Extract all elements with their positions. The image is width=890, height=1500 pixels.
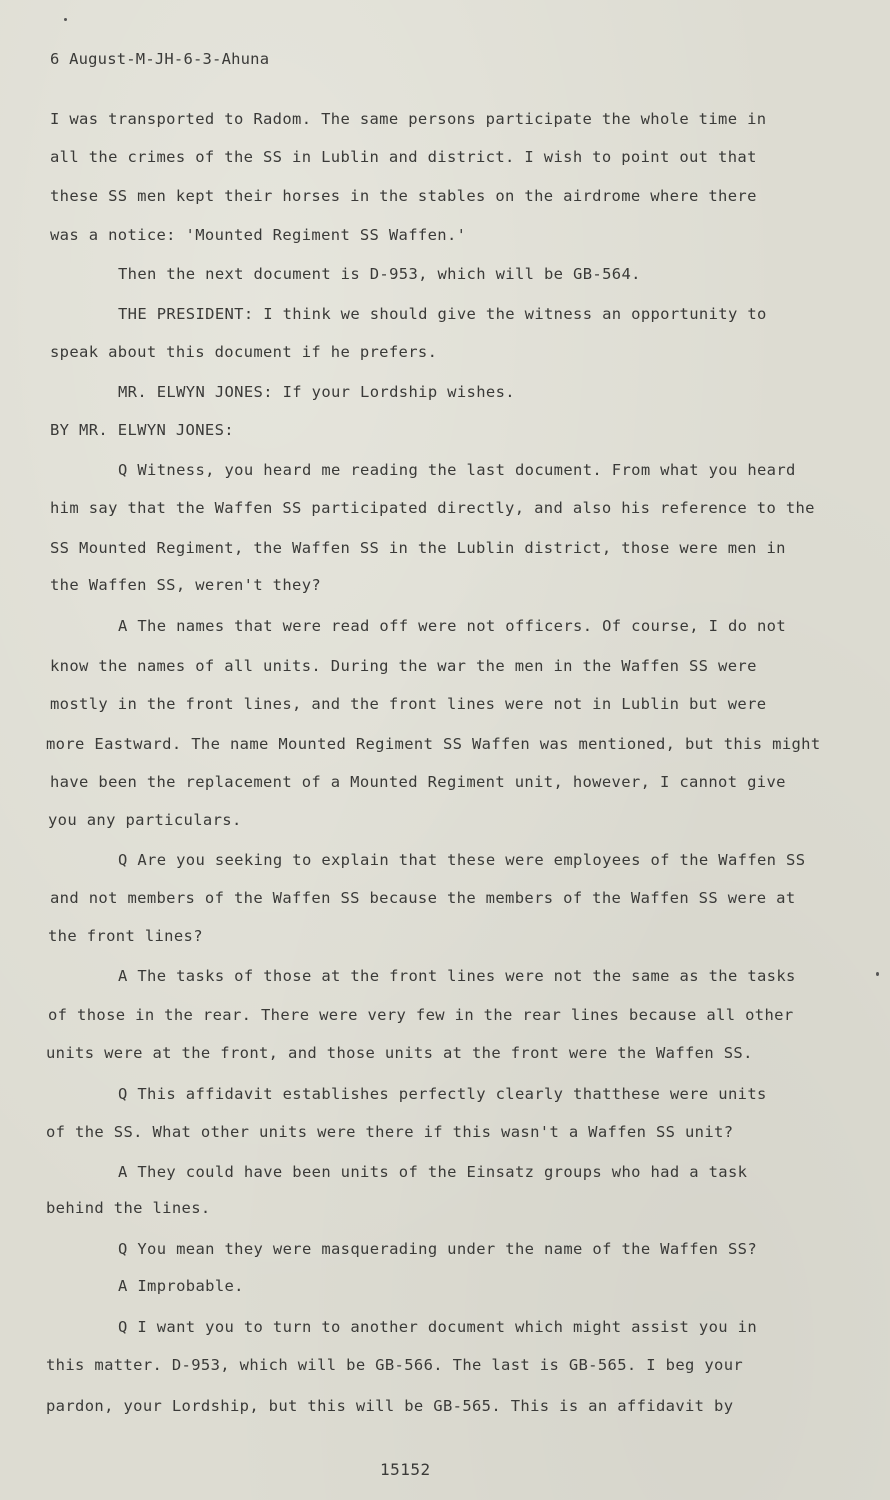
text-line: Q Witness, you heard me reading the last document. From what you heard: [118, 461, 796, 479]
text-line: speak about this document if he prefers.: [50, 343, 438, 361]
text-line: him say that the Waffen SS participated directly, and also his reference to the: [50, 499, 815, 517]
text-line: know the names of all units. During the war the men in the Waffen SS were: [50, 657, 757, 675]
page-number: 15152: [380, 1460, 431, 1479]
ink-speck: [876, 972, 879, 976]
text-line: all the crimes of the SS in Lublin and district. I wish to point out that: [50, 148, 757, 166]
text-line: THE PRESIDENT: I think we should give the witness an opportunity to: [118, 305, 767, 323]
text-line: A They could have been units of the Einsatz groups who had a task: [118, 1163, 748, 1181]
page-header: 6 August-M-JH-6-3-Ahuna: [50, 50, 270, 68]
text-line: units were at the front, and those units at the front were the Waffen SS.: [46, 1044, 753, 1062]
text-line: this matter. D-953, which will be GB-566. The last is GB-565. I beg your: [46, 1356, 744, 1374]
text-line: you any particulars.: [48, 811, 242, 829]
text-line: A The names that were read off were not officers. Of course, I do not: [118, 617, 787, 635]
text-line: Q I want you to turn to another document which might assist you in: [118, 1318, 757, 1336]
text-line: Then the next document is D-953, which will be GB-564.: [118, 265, 641, 283]
text-line: these SS men kept their horses in the stables on the airdrome where there: [50, 187, 757, 205]
text-line: Q This affidavit establishes perfectly clearly thatthese were units: [118, 1085, 767, 1103]
text-line: MR. ELWYN JONES: If your Lordship wishes.: [118, 383, 515, 401]
text-line: A The tasks of those at the front lines were not the same as the tasks: [118, 967, 796, 985]
text-line: the Waffen SS, weren't they?: [50, 576, 322, 594]
text-line: was a notice: 'Mounted Regiment SS Waffen.': [50, 226, 467, 244]
ink-speck: [64, 18, 67, 21]
text-line: of those in the rear. There were very few in the rear lines because all other: [48, 1006, 794, 1024]
text-line: A Improbable.: [118, 1277, 244, 1295]
text-line: I was transported to Radom. The same persons participate the whole time in: [50, 110, 767, 128]
text-line: Q Are you seeking to explain that these were employees of the Waffen SS: [118, 851, 806, 869]
text-line: the front lines?: [48, 927, 203, 945]
text-line: pardon, your Lordship, but this will be GB-565. This is an affidavit by: [46, 1397, 734, 1415]
text-line: more Eastward. The name Mounted Regiment SS Waffen was mentioned, but this might: [46, 735, 821, 753]
text-line: behind the lines.: [46, 1199, 211, 1217]
text-line: have been the replacement of a Mounted Regiment unit, however, I cannot give: [50, 773, 786, 791]
text-line: Q You mean they were masquerading under the name of the Waffen SS?: [118, 1240, 757, 1258]
text-line: of the SS. What other units were there if this wasn't a Waffen SS unit?: [46, 1123, 734, 1141]
text-line: and not members of the Waffen SS because the members of the Waffen SS were at: [50, 889, 796, 907]
text-line: mostly in the front lines, and the front lines were not in Lublin but were: [50, 695, 767, 713]
text-line: SS Mounted Regiment, the Waffen SS in the Lublin district, those were men in: [50, 539, 786, 557]
text-line: BY MR. ELWYN JONES:: [50, 421, 234, 439]
